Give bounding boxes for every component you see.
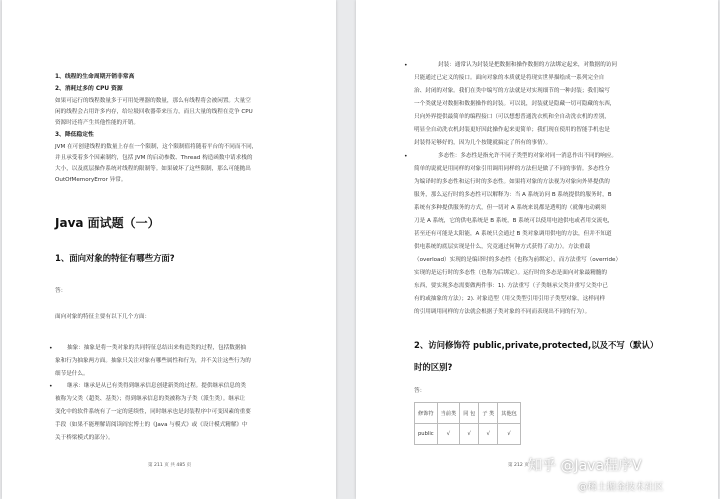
watermark-zhihu: 知乎 @Java程序V [528, 458, 642, 474]
question-heading: 1、面向对象的特征有哪些方面? [55, 253, 175, 263]
text-line: 被称为父类（超类、基类）；得到继承信息的类被称为子类（派生类）。继承让 [55, 396, 246, 402]
text-line: 抽象：抽象是将一类对象的共同特征总结出来构造类的过程，包括数据抽 [67, 345, 247, 351]
text-line: 多态性：多态性是指允许不同子类型的对象对同一消息作出不同的响应。 [438, 153, 618, 159]
left-page [2, 0, 336, 499]
text-line: 甚至还有可能是太阳能，A 系统只会通过 B 类对象调用供电的方法，但并不知道 [414, 231, 612, 237]
text-line: 只向外界提供最简单的编程接口（可以想想普通洗衣机和全自动洗衣机的差别， [414, 114, 610, 120]
text-line: 的引用调用同样的方法就会根据子类对象的不同而表现出不同的行为）。 [414, 309, 591, 315]
text-line: 简单的说就是用同样的对象引用调用同样的方法但是做了不同的事情。多态性分 [414, 166, 610, 172]
text-line: 东西，要实现多态需要做两件事：1). 方法重写（子类继承父类并重写父类中已 [414, 283, 608, 289]
text-line: （overload）实现的是编译时的多态性（也称为前绑定），而方法重写（override） [414, 257, 622, 263]
text-line: 细节是什么。 [55, 371, 89, 377]
text-line: 继承：继承是从已有类得到继承信息创建新类的过程。提供继承信息的类 [67, 383, 247, 389]
table-header-row [415, 403, 521, 424]
text-line: 如果可运行的线程数量多于可用处理器的数量，那么有线程将会被闲置。大量空 [55, 98, 251, 104]
table-header-cell: 子 类 [479, 403, 498, 424]
text-line: 大小，以及底层操作系统对线程的限制等。如果破坏了这些限制，那么可能抛出 [55, 166, 251, 172]
text-line: 刀是 A 系统，它的供电系统是 B 系统，B 系统可以使用电池供电或者用交流电， [414, 218, 614, 224]
answer-label: 答： [414, 388, 426, 394]
table-header-cell: 修饰符 [415, 403, 438, 424]
table-cell: √ [498, 424, 521, 445]
bullet: • [49, 383, 53, 390]
text-line: 封装得足够好的，因为几个按键就搞定了所有的事情）。 [414, 140, 552, 146]
text-line: 系统有多种提供服务的方式，但一切对 A 系统来说都是透明的（就像电动剃须 [414, 205, 606, 211]
text-line: 象和行为抽象两方面。抽象只关注对象有哪些属性和行为，并不关注这些行为的 [55, 358, 251, 364]
text-line: JVM 在可创建线程的数量上存在一个限制，这个限制值将随着平台的不同而不同， [55, 144, 258, 150]
text-line: 资源时还将产生其他性能的开销。 [55, 120, 139, 126]
text-line: 关于桥梁模式的部分）。 [55, 435, 114, 441]
watermark-juejin: @稀土掘金技术社区 [578, 482, 664, 493]
bullet: • [404, 153, 408, 160]
page-footer: 第 211 页 共 485 页 [148, 463, 192, 468]
text-line: 闲的线程会占用许多内存，给垃圾回收器带来压力，而且大量的线程在竞争 CPU [55, 109, 253, 115]
table-header-cell: 当前类 [437, 403, 460, 424]
intro-text: 面向对象的特征主要有以下几个方面： [55, 314, 151, 320]
page-footer: 第 212 页 [508, 463, 529, 468]
text-line: 只能通过已定义的接口。面向对象的本质就是将现实世界描绘成一系列完全自 [414, 75, 605, 81]
bullet: • [404, 62, 408, 69]
bullet: • [49, 345, 53, 352]
text-line: 供电系统的底层实现是什么，究竟通过何种方式获得了动力）。方法重载 [414, 244, 591, 250]
text-line: 服务，那么运行时的多态性可以解释为：当 A 系统访问 B 系统提供的服务时，B [414, 192, 612, 198]
text-line: 有的或抽象的方法）；2). 对象造型（用父类型引用引用子类型对象，这样同样 [414, 296, 606, 302]
question-heading-cont: 时的区别? [414, 362, 453, 372]
text-line: 为编译时的多态性和运行时的多态性。如果将对象的方法视为对象向外界提供的 [414, 179, 610, 185]
table-cell: public [415, 424, 438, 445]
text-line: 一个类就是对数据和数据操作的封装。可以说，封装就是隐藏一切可隐藏的东西， [414, 101, 616, 107]
question-heading: 2、访问修饰符 public,private,protected,以及不写（默认） [414, 340, 659, 350]
text-line: 并且承受着多个因素制约，包括 JVM 的启动参数、Thread 构造函数中请求栈的 [55, 155, 253, 161]
text-line: 治、封闭的对象。我们在类中编写的方法就是对实现细节的一种封装；我们编写 [414, 88, 610, 94]
text-line: 封装：通常认为封装是把数据和操作数据的方法绑定起来，对数据的访问 [438, 62, 618, 68]
text-line: OutOfMemoryError 异常。 [55, 177, 127, 183]
access-modifier-table [414, 402, 521, 445]
heading-thread-lifecycle: 1、线程的生命周期开销非常高 [55, 74, 135, 80]
table-cell: √ [460, 424, 479, 445]
table-header-cell: 同 包 [460, 403, 479, 424]
text-line: 手段（如果不能理解请阅读阎宏博士的《Java 与模式》或《设计模式精解》中 [55, 422, 248, 428]
text-line: 变化中的软件系统有了一定的延续性，同时继承也是封装程序中可变因素的重要 [55, 409, 251, 415]
answer-label: 答： [55, 288, 67, 294]
heading-cpu-resource: 2、消耗过多的 CPU 资源 [55, 86, 123, 92]
table-header-cell: 其他包 [498, 403, 521, 424]
table-cell: √ [437, 424, 460, 445]
section-title: Java 面试题（一） [55, 216, 160, 230]
table-cell: √ [479, 424, 498, 445]
text-line: 实现的是运行时的多态性（也称为后绑定）。运行时的多态是面向对象最精髓的 [414, 270, 607, 276]
right-page [356, 0, 718, 499]
text-line: 明显全自动洗衣机封装更好因此操作起来更简单；我们现在使用的智能手机也是 [414, 127, 610, 133]
heading-stability: 3、降低稳定性 [55, 132, 94, 138]
table-row [415, 424, 521, 445]
